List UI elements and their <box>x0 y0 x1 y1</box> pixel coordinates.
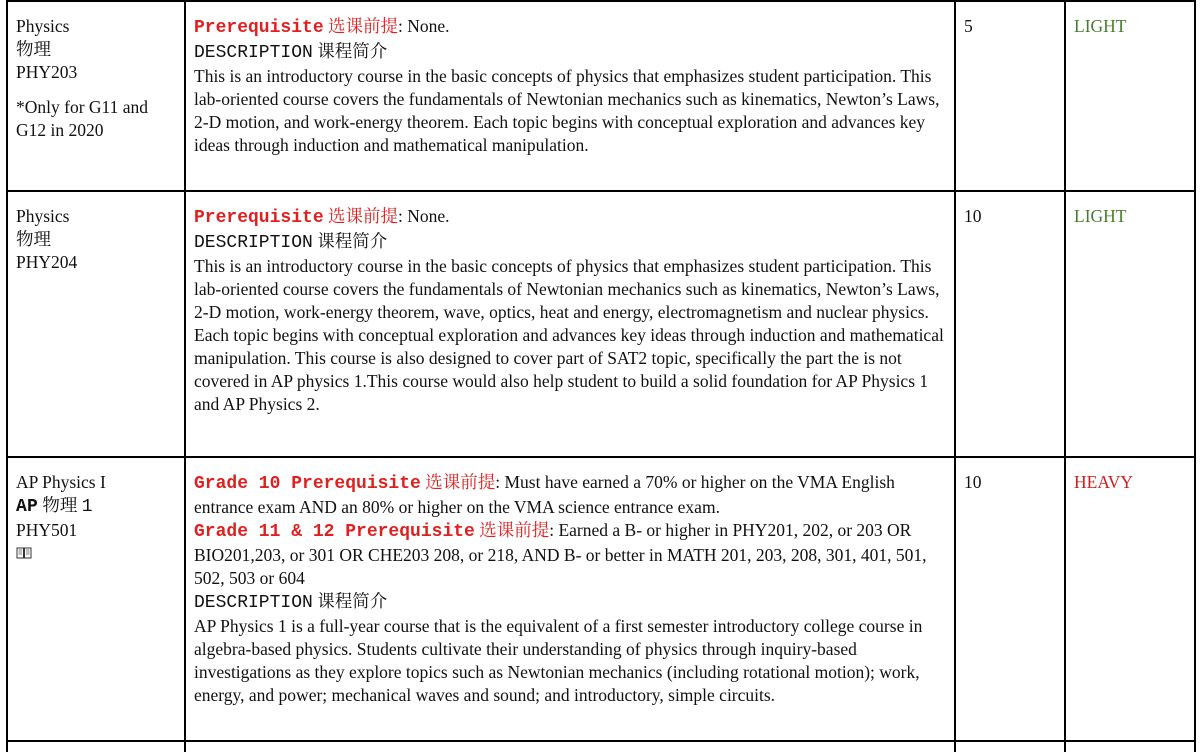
course-name: Physics <box>16 206 70 226</box>
prerequisite-label: Prerequisite <box>194 208 324 228</box>
credits-cell <box>955 1 1065 191</box>
prerequisite-text: : Must have earned a 70% or higher on the VMA English entrance exam AND an 80% or higher on the VMA science entrance exam. <box>194 472 895 517</box>
prerequisite-label: Grade 10 Prerequisite <box>194 474 421 494</box>
course-name-cn: 物理 <box>16 229 51 249</box>
course-cell <box>7 741 185 752</box>
prerequisite-text: : None. <box>398 206 450 226</box>
workload-cell <box>1065 457 1195 741</box>
description-label: DESCRIPTION <box>194 233 313 253</box>
description-label: DESCRIPTION <box>194 43 313 63</box>
prerequisite-label: Prerequisite <box>194 18 324 38</box>
course-name-cn-suffix: 1 <box>81 497 93 517</box>
workload-cell <box>1065 741 1195 752</box>
description-heading <box>194 590 946 615</box>
table-row <box>7 1 1195 191</box>
table-row <box>7 191 1195 457</box>
course-name-cn-line <box>16 494 176 519</box>
course-cell <box>7 191 185 457</box>
course-table <box>6 0 1196 752</box>
description-heading <box>194 230 946 255</box>
workload-badge: HEAVY <box>1074 472 1133 492</box>
prerequisite-text: : None. <box>398 16 450 36</box>
workload-badge: LIGHT <box>1074 206 1127 226</box>
prerequisite-label: Grade 11 & 12 Prerequisite <box>194 522 475 542</box>
course-note: *Only for G11 and <box>16 97 149 117</box>
prerequisite-line <box>194 15 946 40</box>
workload-cell <box>1065 1 1195 191</box>
credits-value: 5 <box>964 16 973 36</box>
description-cn: 课程简介 <box>317 41 388 61</box>
course-name-cn-prefix: AP <box>16 497 39 517</box>
credits-cell <box>955 191 1065 457</box>
prerequisite-cn: 选课前提 <box>328 206 398 226</box>
course-note: G12 in 2020 <box>16 120 104 140</box>
grade10-prerequisite <box>194 471 946 519</box>
description-label: DESCRIPTION <box>194 593 313 613</box>
description-cn: 课程简介 <box>317 231 388 251</box>
course-code: PHY501 <box>16 520 78 540</box>
description-text: This is an introductory course in the basic concepts of physics that emphasizes student participation. This lab-oriented course covers the fundamentals of Newtonian mechanics such as kinematics, Newton’s Laws, 2-D motion, and work-energy theorem. Each topic begins with conceptual exploration and advances key ideas through induction and mathematical manipulation. <box>194 66 940 155</box>
prerequisite-cn: 选课前提 <box>328 16 398 36</box>
workload-cell <box>1065 191 1195 457</box>
grade11-12-prerequisite <box>194 519 946 590</box>
description-heading <box>194 40 946 65</box>
table-row <box>7 741 1195 752</box>
prerequisite-cn: 选课前提 <box>425 472 496 492</box>
course-code: PHY203 <box>16 62 78 82</box>
course-name-cn: 物理 <box>16 39 51 59</box>
course-name: Physics <box>16 16 70 36</box>
prerequisite-text: : Earned a B- or higher in PHY201, 202, or 203 OR BIO201,203, or 301 OR CHE203 208, or 218, AND B- or better in MATH 201, 203, 208, 301, 401, 501, 502, 503 or 604 <box>194 520 927 588</box>
credits-value: 10 <box>964 472 982 492</box>
table-row <box>7 457 1195 741</box>
description-cell <box>185 1 955 191</box>
description-cell <box>185 457 955 741</box>
course-cell <box>7 457 185 741</box>
credits-value: 10 <box>964 206 982 226</box>
workload-badge: LIGHT <box>1074 16 1127 36</box>
description-text: This is an introductory course in the basic concepts of physics that emphasizes student participation. This lab-oriented course covers the fundamentals of Newtonian mechanics such as kinematics, Newton’s Laws, 2-D motion, work-energy theorem, wave, optics, heat and energy, electromagnetism and nuclear physics. Each topic begins with conceptual exploration and advances key ideas through induction and mathematical manipulation. This course is also designed to cover part of SAT2 topic, specifically the part the is not covered in AP physics 1.This course would also help student to build a solid foundation for AP Physics 1 and AP Physics 2. <box>194 256 944 414</box>
description-cn: 课程简介 <box>317 591 388 611</box>
book-icon-wrap <box>16 542 176 567</box>
credits-cell <box>955 741 1065 752</box>
prerequisite-line <box>194 205 946 230</box>
course-name: AP Physics I <box>16 472 106 492</box>
book-icon <box>16 545 32 561</box>
credits-cell <box>955 457 1065 741</box>
course-code: PHY204 <box>16 252 78 272</box>
course-cell <box>7 1 185 191</box>
description-cell <box>185 191 955 457</box>
description-cell <box>185 741 955 752</box>
prerequisite-cn: 选课前提 <box>479 520 550 540</box>
course-name-cn: 物理 <box>42 495 78 515</box>
description-text: AP Physics 1 is a full-year course that is the equivalent of a first semester introductory college course in algebra-based physics. Students cultivate their understanding of physics through inquiry-based investigations as they explore topics such as Newtonian mechanics (including rotational motion); work, energy, and power; mechanical waves and sound; and introductory, simple circuits. <box>194 616 923 705</box>
